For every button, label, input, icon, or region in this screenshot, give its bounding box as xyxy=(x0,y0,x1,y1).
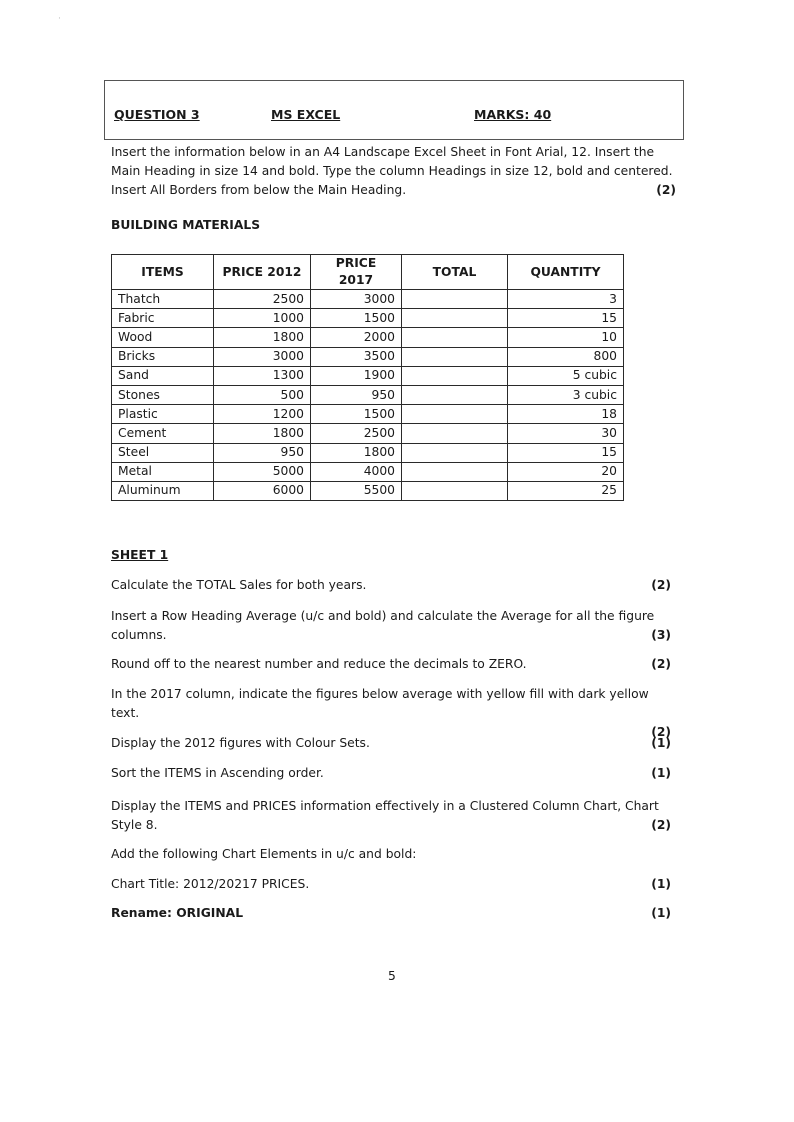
table-cell: 10 xyxy=(508,328,624,347)
question-label: QUESTION 3 xyxy=(114,107,200,122)
task-line: In the 2017 column, indicate the figures below average with yellow fill with dark yellow text. xyxy=(111,687,649,720)
table-cell: 5000 xyxy=(214,462,311,481)
column-header: TOTAL xyxy=(402,255,508,290)
task-marks: (2) xyxy=(651,578,671,592)
task-item xyxy=(111,764,671,783)
table-cell xyxy=(402,347,508,366)
table-cell xyxy=(402,443,508,462)
table-cell: Sand xyxy=(112,366,214,385)
page-number: 5 xyxy=(388,969,396,983)
intro-line: Main Heading in size 14 and bold. Type the column Headings in size 12, bold and centered. xyxy=(111,164,673,178)
table-cell: 18 xyxy=(508,405,624,424)
task-item xyxy=(111,576,671,595)
table-cell: Wood xyxy=(112,328,214,347)
subject-label: MS EXCEL xyxy=(271,107,341,122)
table-cell: 1800 xyxy=(214,424,311,443)
table-cell: 3000 xyxy=(214,347,311,366)
table-cell: 1300 xyxy=(214,366,311,385)
table-cell: 2500 xyxy=(214,290,311,309)
table-cell: 1500 xyxy=(311,405,402,424)
task-line: Sort the ITEMS in Ascending order. xyxy=(111,766,324,780)
task-line: Display the ITEMS and PRICES information effectively in a Clustered Column Chart, Chart xyxy=(111,799,659,813)
table-cell: Thatch xyxy=(112,290,214,309)
task-marks: (2) xyxy=(651,725,671,739)
task-line: columns. xyxy=(111,628,167,642)
table-cell: 950 xyxy=(311,385,402,404)
intro-marks: (2) xyxy=(656,183,676,197)
table-cell: 3000 xyxy=(311,290,402,309)
task-line: Add the following Chart Elements in u/c and bold: xyxy=(111,847,417,861)
table-cell: Metal xyxy=(112,462,214,481)
task-item xyxy=(111,875,671,894)
table-row xyxy=(112,290,624,309)
table-cell: 1800 xyxy=(214,328,311,347)
materials-table xyxy=(111,254,624,501)
task-line: Insert a Row Heading Average (u/c and bold) and calculate the Average for all the figure xyxy=(111,609,655,623)
table-cell: Stones xyxy=(112,385,214,404)
table-cell: Plastic xyxy=(112,405,214,424)
column-header: PRICE 2017 xyxy=(311,255,402,290)
table-cell: 1500 xyxy=(311,309,402,328)
task-marks: (1) xyxy=(651,877,671,891)
table-cell: Bricks xyxy=(112,347,214,366)
table-cell: 2000 xyxy=(311,328,402,347)
table-cell: Aluminum xyxy=(112,481,214,500)
table-cell: 2500 xyxy=(311,424,402,443)
table-cell xyxy=(402,366,508,385)
question-header-box xyxy=(104,80,684,140)
table-cell: 4000 xyxy=(311,462,402,481)
main-heading: BUILDING MATERIALS xyxy=(111,218,261,232)
table-cell xyxy=(402,385,508,404)
table-cell: 1900 xyxy=(311,366,402,385)
sheet-title: SHEET 1 xyxy=(111,548,169,562)
table-cell xyxy=(402,424,508,443)
table-cell: 5 cubic xyxy=(508,366,624,385)
task-marks: (1) xyxy=(651,906,671,920)
task-line: Style 8. xyxy=(111,818,158,832)
intro-line xyxy=(111,181,676,200)
table-row xyxy=(112,309,624,328)
table-cell xyxy=(402,290,508,309)
column-header: PRICE 2012 xyxy=(214,255,311,290)
intro-text: Insert All Borders from below the Main Heading. xyxy=(111,183,407,197)
table-cell xyxy=(402,405,508,424)
task-item xyxy=(111,607,671,645)
table-cell: 1000 xyxy=(214,309,311,328)
table-cell: 1800 xyxy=(311,443,402,462)
table-cell: 800 xyxy=(508,347,624,366)
table-cell: 30 xyxy=(508,424,624,443)
task-line: Display the 2012 figures with Colour Sets. xyxy=(111,736,370,750)
table-cell: 6000 xyxy=(214,481,311,500)
table-cell xyxy=(402,328,508,347)
table-row xyxy=(112,462,624,481)
table-row xyxy=(112,328,624,347)
table-cell: 1200 xyxy=(214,405,311,424)
table-cell: 3 xyxy=(508,290,624,309)
table-row xyxy=(112,405,624,424)
table-cell: 950 xyxy=(214,443,311,462)
table-row xyxy=(112,347,624,366)
task-item xyxy=(111,734,671,753)
task-item xyxy=(111,797,671,835)
table-cell: 20 xyxy=(508,462,624,481)
table-row xyxy=(112,366,624,385)
table-cell xyxy=(402,481,508,500)
task-line: Round off to the nearest number and reduce the decimals to ZERO. xyxy=(111,657,527,671)
scan-mark: · xyxy=(58,14,61,24)
table-cell: 25 xyxy=(508,481,624,500)
marks-label: MARKS: 40 xyxy=(474,107,552,122)
table-row xyxy=(112,443,624,462)
table-row xyxy=(112,481,624,500)
column-header: QUANTITY xyxy=(508,255,624,290)
task-marks: (1) xyxy=(651,766,671,780)
task-line: Calculate the TOTAL Sales for both years. xyxy=(111,578,367,592)
intro-paragraph xyxy=(111,143,676,200)
table-cell: Fabric xyxy=(112,309,214,328)
task-item xyxy=(111,845,671,864)
table-cell: 3 cubic xyxy=(508,385,624,404)
table-row xyxy=(112,424,624,443)
task-line: Rename: ORIGINAL xyxy=(111,906,244,920)
table-cell: 3500 xyxy=(311,347,402,366)
table-cell xyxy=(402,462,508,481)
table-body xyxy=(112,290,624,501)
task-marks: (2) xyxy=(651,657,671,671)
table-cell: 5500 xyxy=(311,481,402,500)
table-header-row xyxy=(112,255,624,290)
task-marks: (2) xyxy=(651,818,671,832)
table-cell: 500 xyxy=(214,385,311,404)
task-marks: (1) xyxy=(651,736,671,750)
table-cell xyxy=(402,309,508,328)
intro-line: Insert the information below in an A4 Landscape Excel Sheet in Font Arial, 12. Insert the xyxy=(111,145,655,159)
column-header: ITEMS xyxy=(112,255,214,290)
table-cell: Steel xyxy=(112,443,214,462)
table-cell: Cement xyxy=(112,424,214,443)
table-cell: 15 xyxy=(508,309,624,328)
task-line: Chart Title: 2012/20217 PRICES. xyxy=(111,877,310,891)
task-item xyxy=(111,904,671,923)
task-marks: (3) xyxy=(651,628,671,642)
table-cell: 15 xyxy=(508,443,624,462)
table-row xyxy=(112,385,624,404)
task-item xyxy=(111,655,671,674)
